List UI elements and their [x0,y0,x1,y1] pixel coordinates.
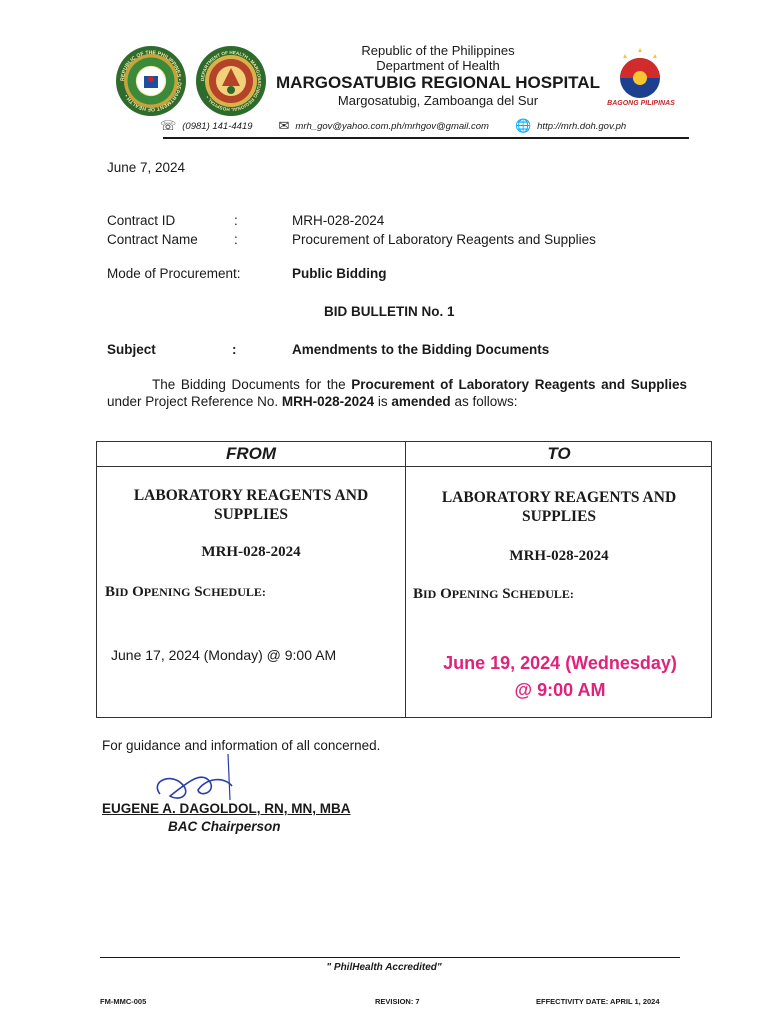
contact-bar [160,118,626,134]
para-part-7: as follows: [450,394,518,409]
signatory-name: EUGENE A. DAGOLDOL, RN, MN, MBA [102,801,351,816]
hospital-address: Margosatubig, Zamboanga del Sur [337,93,539,108]
from-opening-date: June 17, 2024 (Monday) @ 9:00 AM [111,647,337,663]
subject-label: Subject [107,342,156,357]
guidance-note: For guidance and information of all concerned. [102,738,381,753]
accreditation-note: " PhilHealth Accredited" [326,962,442,973]
subject-colon: : [232,342,237,357]
intro-paragraph [107,376,687,410]
to-title: LABORATORY REAGENTS AND SUPPLIES [441,489,677,525]
para-project-name: Procurement of Laboratory Reagents and Supplies [351,377,687,392]
website-link[interactable]: http://mrh.doh.gov.ph [537,120,627,132]
contract-name-colon: : [234,232,238,247]
revision-number: REVISION: 7 [375,997,420,1006]
contract-name-label: Contract Name [107,232,198,247]
email-link[interactable]: mrh_gov@yahoo.com.ph/mrhgov@gmail.com [295,120,489,132]
contract-name-value: Procurement of Laboratory Reagents and Supplies [292,232,596,247]
bid-bulletin-title: BID BULLETIN No. 1 [324,304,455,319]
from-column-header: FROM [225,444,277,463]
brand-text: BAGONG PILIPINAS [607,100,675,107]
contract-id-label: Contract ID [107,213,176,228]
to-column-header: TO [547,444,571,463]
table-header-divider [97,466,711,467]
para-part-3: under Project Reference No. [107,394,282,409]
table-column-divider [405,442,406,717]
phone-number: (0981) 141-4419 [182,120,253,132]
letter-date: June 7, 2024 [107,160,186,175]
to-date-line-2: @ 9:00 AM [514,680,606,700]
from-reference: MRH-028-2024 [201,544,301,560]
letterhead [268,43,608,108]
para-part-1: The Bidding Documents for the [152,377,352,392]
globe-icon: 🌐 [514,118,532,133]
to-schedule-label: BID OPENING SCHEDULE: [413,586,574,602]
amendment-table [96,441,712,718]
from-title: LABORATORY REAGENTS AND SUPPLIES [133,487,369,523]
subject-value: Amendments to the Bidding Documents [292,342,550,357]
to-reference: MRH-028-2024 [509,548,609,564]
seal1-text: REPUBLIC OF THE PHILIPPINES • DEPARTMENT OF HEALTH • [119,49,183,113]
signatory-title: BAC Chairperson [168,819,281,834]
mode-label: Mode of Procurement: [107,266,241,281]
phone-icon: ☏ [160,118,177,133]
header-divider [163,137,689,139]
doh-seal-logo [116,46,186,116]
footer-divider [100,957,680,958]
to-date-line-1: June 19, 2024 (Wednesday) [443,653,677,673]
country-line: Republic of the Philippines [361,43,515,58]
hospital-seal-logo [196,46,266,116]
seal2-text: DEPARTMENT OF HEALTH • MARGOSATUBIG REGIONAL HOSPITAL • [199,49,263,113]
envelope-icon: ✉ [278,118,290,133]
form-code: FM-MMC-005 [100,997,147,1006]
contract-id-colon: : [234,213,238,228]
contract-id-value: MRH-028-2024 [292,213,385,228]
para-part-5: is [374,394,392,409]
hospital-name: MARGOSATUBIG REGIONAL HOSPITAL [276,73,600,92]
to-opening-date [407,650,713,704]
from-schedule-label: BID OPENING SCHEDULE: [105,584,266,600]
mode-value: Public Bidding [292,266,387,281]
para-amended: amended [391,394,451,409]
department-line: Department of Health [376,58,500,73]
para-reference: MRH-028-2024 [281,394,375,409]
effectivity-date: EFFECTIVITY DATE: APRIL 1, 2024 [536,997,660,1006]
